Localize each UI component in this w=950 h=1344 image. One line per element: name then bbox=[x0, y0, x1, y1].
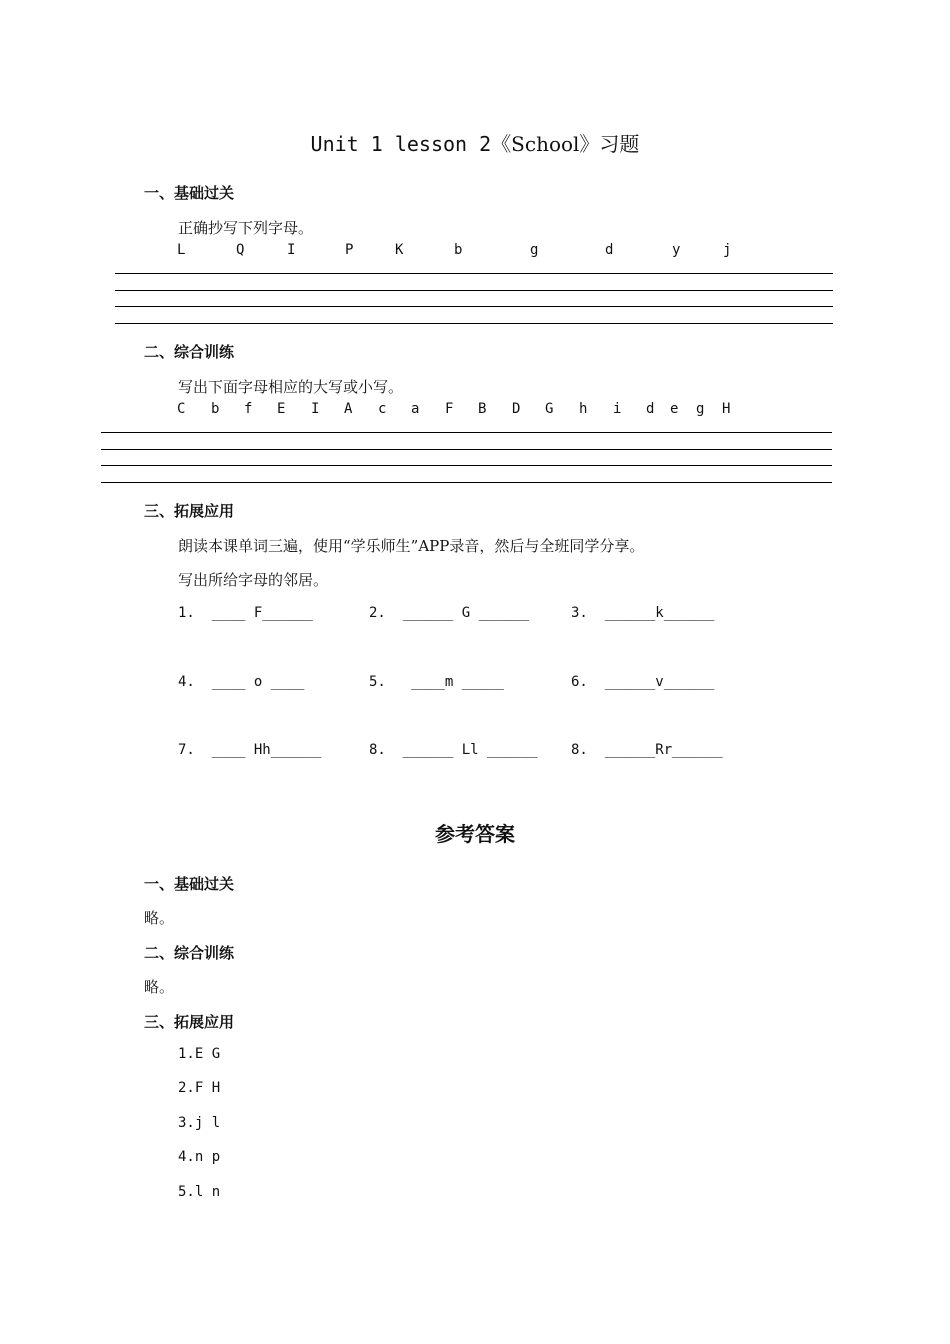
section1-letter: j bbox=[723, 242, 732, 258]
section2-letter: F bbox=[445, 401, 454, 417]
answer-item: 1.E G bbox=[178, 1046, 221, 1062]
answers-section1-answer: 略。 bbox=[144, 909, 175, 927]
writing-line bbox=[115, 273, 833, 274]
section2-letter: h bbox=[579, 401, 588, 417]
answers-section2-answer: 略。 bbox=[144, 978, 175, 996]
page-title bbox=[0, 128, 950, 157]
answers-section3-heading: 三、拓展应用 bbox=[144, 1013, 235, 1031]
section2-instruction: 写出下面字母相应的大写或小写。 bbox=[178, 378, 404, 396]
neighbor-item: 5. ____m _____ bbox=[369, 674, 504, 690]
neighbor-item: 1. ____ F______ bbox=[178, 605, 313, 621]
section2-letter: i bbox=[613, 401, 622, 417]
writing-line bbox=[115, 323, 833, 324]
writing-line bbox=[101, 465, 832, 466]
section2-letter: C bbox=[177, 401, 186, 417]
answer-item: 3.j l bbox=[178, 1115, 221, 1131]
section2-letter: e bbox=[670, 401, 679, 417]
neighbor-item: 8. ______Rr______ bbox=[571, 742, 723, 758]
section2-letter: I bbox=[311, 401, 320, 417]
section1-letter: P bbox=[345, 242, 354, 258]
answers-title: 参考答案 bbox=[435, 822, 515, 846]
writing-line bbox=[101, 482, 832, 483]
writing-line bbox=[101, 449, 832, 450]
neighbor-item: 3. ______k______ bbox=[571, 605, 715, 621]
section2-letter: B bbox=[478, 401, 487, 417]
section2-letter: A bbox=[344, 401, 353, 417]
section1-heading: 一、基础过关 bbox=[144, 184, 235, 202]
section1-letter: d bbox=[605, 242, 614, 258]
section2-letter: G bbox=[545, 401, 554, 417]
section2-letter: H bbox=[722, 401, 731, 417]
answer-item: 2.F H bbox=[178, 1080, 221, 1096]
section2-letter: d bbox=[646, 401, 655, 417]
section2-letter: g bbox=[696, 401, 705, 417]
section3-heading: 三、拓展应用 bbox=[144, 502, 235, 520]
section3-line1: 朗读本课单词三遍，使用“学乐师生”APP录音，然后与全班同学分享。 bbox=[178, 537, 645, 555]
section2-letter: c bbox=[378, 401, 387, 417]
section2-letter: E bbox=[277, 401, 286, 417]
answers-section2-heading: 二、综合训练 bbox=[144, 944, 235, 962]
writing-line bbox=[115, 306, 833, 307]
answer-item: 4.n p bbox=[178, 1149, 221, 1165]
writing-line bbox=[115, 290, 833, 291]
writing-line bbox=[101, 432, 832, 433]
section1-instruction: 正确抄写下列字母。 bbox=[178, 219, 314, 237]
section1-letter: y bbox=[672, 242, 681, 258]
section2-letter: f bbox=[244, 401, 253, 417]
section3-line2: 写出所给字母的邻居。 bbox=[178, 571, 329, 589]
section1-letter: b bbox=[454, 242, 463, 258]
section2-letter: a bbox=[411, 401, 420, 417]
title-english: Unit 1 lesson 2 bbox=[310, 132, 492, 156]
section1-letter: I bbox=[287, 242, 296, 258]
answer-item: 5.l n bbox=[178, 1184, 221, 1200]
section2-heading: 二、综合训练 bbox=[144, 343, 235, 361]
neighbor-item: 6. ______v______ bbox=[571, 674, 715, 690]
answers-section1-heading: 一、基础过关 bbox=[144, 875, 235, 893]
neighbor-item: 4. ____ o ____ bbox=[178, 674, 305, 690]
title-chinese: 《School》习题 bbox=[491, 132, 640, 156]
section1-letter: L bbox=[177, 242, 186, 258]
section2-letter: b bbox=[211, 401, 220, 417]
neighbor-item: 7. ____ Hh______ bbox=[178, 742, 322, 758]
section1-letter: Q bbox=[236, 242, 245, 258]
section1-letter: K bbox=[395, 242, 404, 258]
neighbor-item: 2. ______ G ______ bbox=[369, 605, 530, 621]
section1-letter: g bbox=[530, 242, 539, 258]
section2-letter: D bbox=[512, 401, 521, 417]
neighbor-item: 8. ______ Ll ______ bbox=[369, 742, 538, 758]
